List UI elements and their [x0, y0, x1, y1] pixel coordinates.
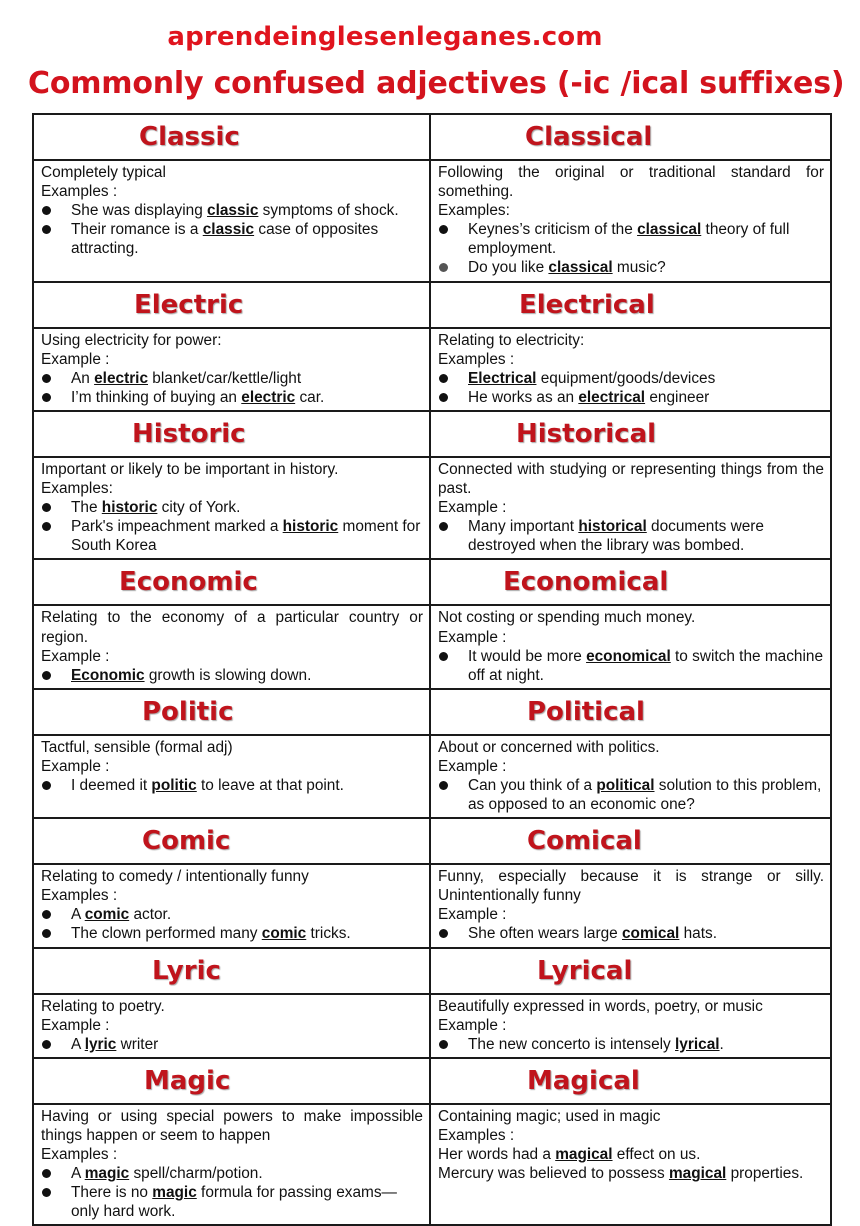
example-text: actor. — [129, 906, 172, 924]
example-text: moment for South Korea — [71, 518, 421, 555]
example-item — [41, 220, 423, 258]
definition: Having or using special powers to make impossible things happen or seem to happen — [41, 1107, 423, 1144]
example-text: The — [71, 499, 102, 517]
definition-cell — [430, 994, 831, 1058]
definition-cell — [430, 735, 831, 818]
examples-list — [438, 924, 824, 943]
headword: Comic — [142, 826, 231, 857]
example-text: growth is slowing down. — [144, 666, 312, 684]
examples-label: Examples: — [41, 480, 113, 498]
example-text: to switch the machine off at night. — [468, 647, 824, 684]
site-url: aprendeinglesenleganes.com — [167, 22, 603, 52]
headword-cell — [33, 411, 430, 457]
examples-list — [41, 1035, 423, 1054]
definition: Using electricity for power: — [41, 331, 222, 349]
bullet-icon — [42, 374, 51, 383]
definition-cell — [33, 605, 430, 688]
definition-cell — [33, 328, 430, 411]
word-pair-body-row — [33, 994, 831, 1058]
example-item — [438, 776, 824, 814]
definition-cell — [430, 457, 831, 559]
example-text: I deemed it — [71, 776, 152, 794]
bullet-icon — [42, 1169, 51, 1178]
bullet-icon — [42, 781, 51, 790]
keyword: classical — [548, 259, 613, 277]
examples-list — [438, 776, 824, 814]
bullet-icon — [42, 671, 51, 680]
keyword: political — [596, 776, 655, 794]
definition: Connected with studying or representing things from the past. — [438, 460, 824, 498]
example-item — [41, 369, 423, 388]
example-item — [438, 924, 824, 943]
keyword: Electrical — [468, 369, 537, 387]
example-text: theory of full employment. — [468, 221, 790, 258]
example-text: . — [719, 1035, 724, 1053]
headword-cell — [430, 114, 831, 160]
example-text: She often wears large — [468, 925, 622, 943]
examples-label: Example : — [438, 628, 507, 646]
example-text: Mercury was believed to possess — [438, 1165, 669, 1183]
keyword: magical — [668, 1165, 727, 1183]
example-text: engineer — [645, 388, 710, 406]
example-text: equipment/goods/devices — [536, 369, 716, 387]
headword: Politic — [142, 696, 234, 727]
keyword: magic — [152, 1184, 197, 1202]
examples-label: Examples : — [41, 887, 118, 905]
example-text: A — [71, 1165, 85, 1183]
bullet-icon — [439, 929, 448, 938]
keyword: economical — [586, 647, 671, 665]
headword-cell — [33, 1058, 430, 1104]
example-text: case of opposites attracting. — [71, 221, 379, 258]
examples-label: Example : — [41, 350, 110, 368]
example-item — [438, 1035, 824, 1054]
example-text: writer — [116, 1035, 159, 1053]
example-text: A — [71, 906, 85, 924]
word-pair-header-row — [33, 282, 831, 328]
definition: Important or likely to be important in history. — [41, 460, 339, 478]
example-text: Many important — [468, 518, 579, 536]
definition: Relating to poetry. — [41, 997, 165, 1015]
example-text: car. — [295, 388, 325, 406]
example-text: hats. — [679, 925, 717, 943]
examples-label: Example : — [41, 757, 110, 775]
example-item — [41, 905, 423, 924]
bullet-icon — [439, 225, 448, 234]
headword-cell — [430, 1058, 831, 1104]
examples-list — [438, 369, 824, 407]
definition: Tactful, sensible (formal adj) — [41, 738, 233, 756]
word-pair-body-row — [33, 864, 831, 947]
keyword: comical — [622, 925, 680, 943]
example-item — [41, 1035, 423, 1054]
headword: Classic — [139, 122, 240, 152]
definition-cell — [33, 1104, 430, 1226]
example-item — [41, 498, 423, 517]
word-pair-header-row — [33, 1058, 831, 1104]
headword-cell — [430, 818, 831, 864]
headword: Historical — [516, 418, 657, 449]
example-line — [438, 1145, 824, 1164]
examples-list — [41, 666, 423, 685]
definition: Following the original or traditional standard for something. — [438, 164, 824, 201]
keyword: historic — [282, 518, 339, 536]
word-pair-body-row — [33, 735, 831, 818]
headword-cell — [33, 559, 430, 605]
headword-cell — [33, 282, 430, 328]
headword: Classical — [525, 122, 653, 152]
headword: Economical — [503, 567, 669, 598]
word-pair-body-row — [33, 457, 831, 559]
example-text: spell/charm/potion. — [129, 1165, 263, 1183]
example-text: A — [71, 1035, 85, 1053]
example-text: She was displaying — [71, 202, 208, 220]
word-pair-body-row — [33, 328, 831, 411]
word-pair-header-row — [33, 559, 831, 605]
example-text: formula for passing exams—only hard work. — [71, 1184, 397, 1221]
headword-cell — [430, 282, 831, 328]
bullet-icon — [439, 522, 448, 531]
example-item — [438, 647, 824, 685]
word-pair-body-row — [33, 605, 831, 688]
keyword: comic — [261, 925, 307, 943]
example-text: effect on us. — [612, 1146, 701, 1163]
example-text: Keynes’s criticism of the — [468, 221, 638, 239]
example-text: to leave at that point. — [196, 776, 344, 794]
example-item — [438, 220, 824, 258]
definition-cell — [33, 735, 430, 818]
bullet-icon — [439, 652, 448, 661]
keyword: classical — [637, 221, 702, 239]
word-pair-header-row — [33, 818, 831, 864]
headword-cell — [33, 948, 430, 994]
examples-list — [41, 905, 423, 943]
example-item — [438, 369, 824, 388]
headword: Historic — [132, 418, 246, 449]
example-line — [438, 1164, 824, 1183]
example-text: city of York. — [157, 499, 241, 517]
example-item — [438, 258, 824, 277]
definition: Not costing or spending much money. — [438, 609, 696, 627]
definition: Completely typical — [41, 164, 166, 181]
example-text: music? — [612, 259, 666, 277]
bullet-icon — [439, 374, 448, 383]
bullet-icon — [439, 393, 448, 402]
headword: Political — [527, 696, 645, 727]
definition: Containing magic; used in magic — [438, 1107, 661, 1125]
examples-label: Example : — [41, 1016, 110, 1034]
example-item — [41, 666, 423, 685]
definition-cell — [430, 864, 831, 947]
keyword: historical — [578, 518, 647, 536]
example-text: The clown performed many — [71, 925, 262, 943]
example-item — [438, 517, 824, 555]
example-text: symptoms of shock. — [258, 202, 399, 220]
example-item — [41, 924, 423, 943]
example-item — [41, 388, 423, 407]
example-text: documents were destroyed when the library was bombed. — [468, 518, 764, 555]
keyword: politic — [151, 776, 197, 794]
keyword: lyrical — [675, 1035, 720, 1053]
keyword: magic — [84, 1165, 130, 1183]
definition: Relating to comedy / intentionally funny — [41, 868, 309, 886]
word-pair-header-row — [33, 114, 831, 160]
bullet-icon — [42, 1188, 51, 1197]
example-item — [41, 1164, 423, 1183]
examples-list — [438, 647, 824, 685]
headword: Lyrical — [537, 955, 633, 986]
bullet-icon — [439, 1040, 448, 1049]
definition-cell — [33, 994, 430, 1058]
example-text: Do you like — [468, 259, 549, 277]
example-item — [41, 201, 423, 220]
example-text: It would be more — [468, 647, 587, 665]
definition: Relating to the economy of a particular country or region. — [41, 609, 423, 646]
definition-cell — [33, 160, 430, 282]
examples-label: Examples : — [41, 1146, 118, 1163]
bullet-icon — [42, 522, 51, 531]
examples-label: Examples : — [438, 350, 515, 368]
keyword: classic — [202, 221, 255, 239]
word-pair-header-row — [33, 411, 831, 457]
headword-cell — [33, 689, 430, 735]
example-text: He works as an — [468, 388, 579, 406]
examples-label: Example : — [438, 906, 507, 924]
examples-label: Example : — [41, 647, 110, 665]
keyword: electric — [94, 369, 149, 387]
headword: Magic — [144, 1065, 231, 1096]
example-text: Park's impeachment marked a — [71, 518, 283, 536]
keyword: comic — [84, 906, 130, 924]
example-item — [41, 517, 423, 555]
examples-list — [41, 369, 423, 407]
example-text: solution to this problem, as opposed to an economic one? — [468, 776, 822, 814]
word-pair-header-row — [33, 948, 831, 994]
examples-label: Example : — [438, 499, 507, 517]
bullet-icon — [42, 393, 51, 402]
examples-list — [438, 517, 824, 555]
headword-cell — [33, 114, 430, 160]
example-text: tricks. — [306, 925, 351, 943]
word-pair-body-row — [33, 160, 831, 282]
word-pair-body-row — [33, 1104, 831, 1226]
examples-label: Example : — [438, 757, 507, 775]
examples-label: Example : — [438, 1016, 507, 1034]
examples-label: Examples : — [41, 183, 118, 201]
examples-list — [438, 1035, 824, 1054]
keyword: Economic — [71, 666, 145, 684]
keyword: electric — [241, 388, 296, 406]
example-text: The new concerto is intensely — [468, 1035, 676, 1053]
headword: Electrical — [519, 289, 655, 320]
definition-cell — [430, 605, 831, 688]
bullet-icon — [42, 206, 51, 215]
bullet-icon — [42, 225, 51, 234]
adjectives-table — [32, 113, 832, 1226]
headword: Magical — [527, 1065, 640, 1096]
bullet-icon — [42, 503, 51, 512]
example-text: properties. — [726, 1165, 804, 1183]
bullet-icon — [439, 781, 448, 790]
word-pair-header-row — [33, 689, 831, 735]
definition-cell — [430, 160, 831, 282]
keyword: magical — [555, 1146, 613, 1163]
headword: Comical — [527, 826, 642, 857]
examples-list — [438, 220, 824, 277]
example-text: I’m thinking of buying an — [71, 388, 242, 406]
headword-cell — [430, 948, 831, 994]
example-item — [438, 388, 824, 407]
keyword: electrical — [578, 388, 646, 406]
examples-list — [41, 201, 423, 258]
keyword: classic — [207, 202, 259, 220]
definition: About or concerned with politics. — [438, 738, 660, 756]
headword: Economic — [119, 567, 258, 598]
example-text: Can you think of a — [468, 776, 597, 794]
example-text: There is no — [71, 1184, 153, 1202]
examples-list — [41, 1164, 423, 1221]
definition: Relating to electricity: — [438, 331, 585, 349]
examples-list — [41, 776, 423, 795]
examples-label: Examples : — [438, 1126, 515, 1144]
definition-cell — [430, 328, 831, 411]
bullet-icon — [42, 929, 51, 938]
examples-list — [41, 498, 423, 555]
bullet-icon — [42, 910, 51, 919]
definition: Beautifully expressed in words, poetry, or music — [438, 997, 763, 1015]
example-text: Her words had a — [438, 1146, 556, 1163]
example-text: blanket/car/kettle/light — [148, 369, 302, 387]
headword-cell — [33, 818, 430, 864]
examples-label: Examples: — [438, 202, 510, 220]
definition-cell — [33, 457, 430, 559]
bullet-icon — [42, 1040, 51, 1049]
definition-cell — [430, 1104, 831, 1226]
headword: Lyric — [152, 955, 221, 986]
keyword: historic — [101, 499, 158, 517]
headword: Electric — [134, 289, 244, 320]
keyword: lyric — [84, 1035, 117, 1053]
example-text: Their romance is a — [71, 221, 203, 239]
definition-cell — [33, 864, 430, 947]
headword-cell — [430, 559, 831, 605]
headword-cell — [430, 689, 831, 735]
bullet-icon — [439, 263, 448, 272]
example-item — [41, 776, 423, 795]
definition: Funny, especially because it is strange or silly. Unintentionally funny — [438, 868, 824, 905]
headword-cell — [430, 411, 831, 457]
example-text: An — [71, 369, 95, 387]
page-title: Commonly confused adjectives (-ic /ical suffixes) — [28, 66, 845, 101]
